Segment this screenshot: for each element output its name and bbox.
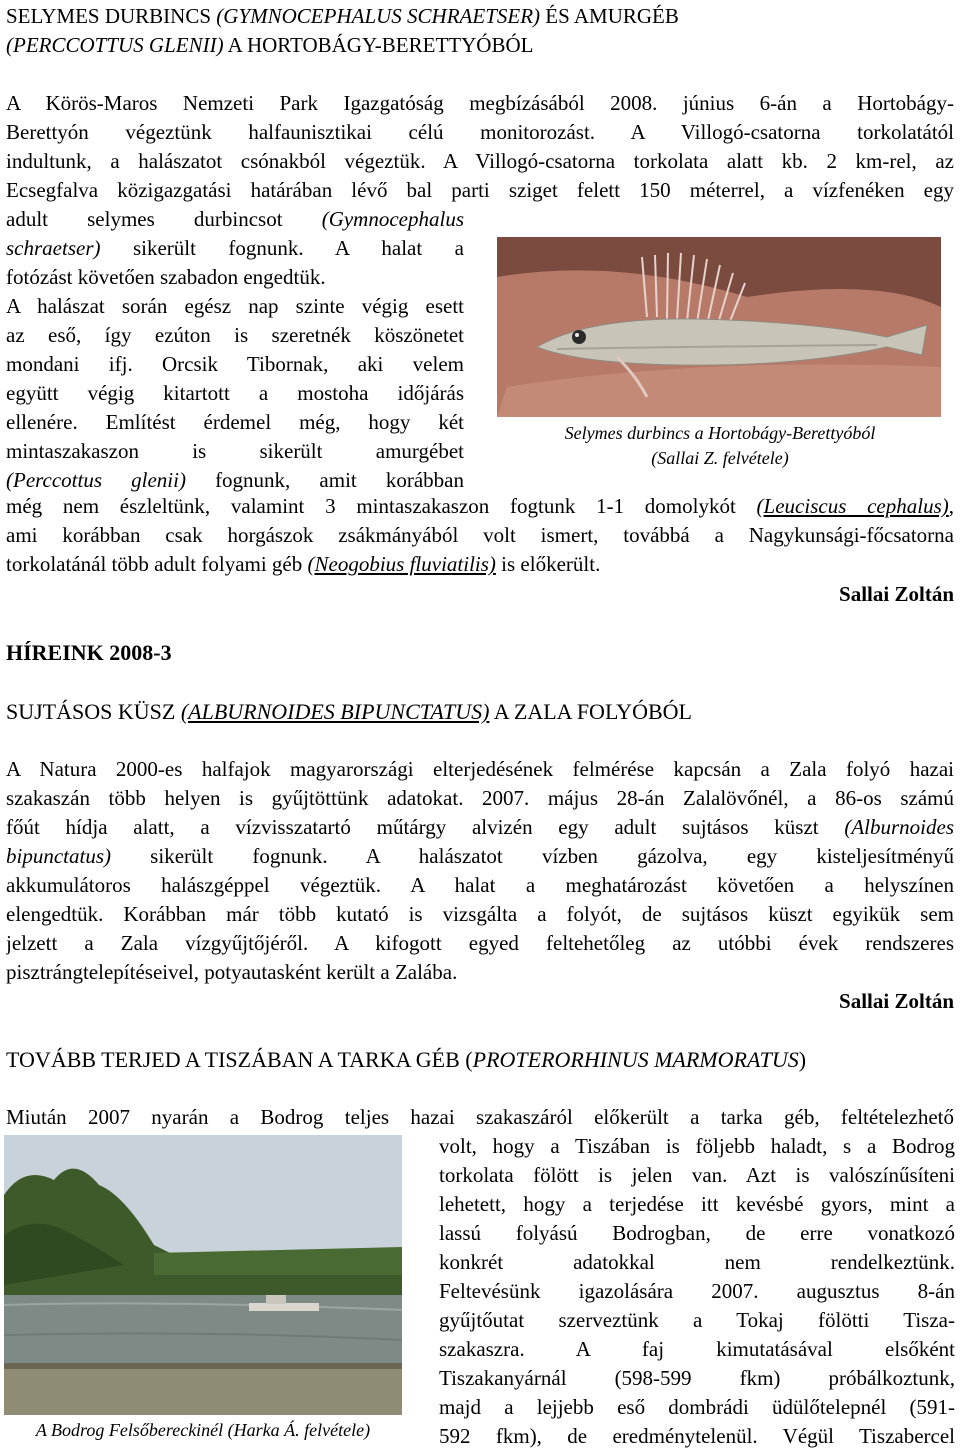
body-line: konkrét adatokkal nem rendelkeztünk. (439, 1250, 955, 1274)
body-line: Berettyón végeztünk halfaunisztikai célú monitorozást. A Villogó-csatorna torkolatától (6, 120, 954, 144)
body-line: lassú folyású Bodrogban, de erre vonatkozó (439, 1221, 955, 1245)
article3-body-top (6, 1103, 954, 1132)
body-line: pisztrángtelepítéseivel, potyautasként került a Zalába. (6, 960, 458, 984)
body-line: mondani ifj. Orcsik Tibornak, aki velem (6, 352, 464, 376)
body-line: A Körös-Maros Nemzeti Park Igazgatóság megbízásából 2008. június 6-án a Hortobágy- (6, 91, 954, 115)
article2-title: SUJTÁSOS KÜSZ (ALBURNOIDES BIPUNCTATUS) A ZALA FOLYÓBÓL (6, 699, 692, 724)
body-line: volt, hogy a Tiszában is följebb haladt, s a Bodrog (439, 1134, 955, 1158)
body-line: főút hídja alatt, a vízvisszatartó műtárgy alvizén egy adult sujtásos küszt (Alburnoides (6, 815, 954, 839)
body-line: A halászat során egész nap szinte végig esett (6, 294, 464, 318)
article1-title: SELYMES DURBINCS (GYMNOCEPHALUS SCHRAETSER) ÉS AMURGÉB (PERCCOTTUS GLENII) A HORTOBÁGY-BERETTYÓBÓL (6, 4, 679, 57)
article1-body-narrow (6, 205, 464, 495)
body-line: szakaszán több helyen is gyűjtöttünk adatokat. 2007. május 28-án Zalalövőnél, a 86-os számú (6, 786, 954, 810)
body-line: Ecsegfalva közigazgatási határában lévő bal parti sziget felett 150 méterrel, a vízfenéken egy (6, 178, 954, 202)
body-line: együtt végig kitartott a mostoha időjárás (6, 381, 464, 405)
article1-signature: Sallai Zoltán (839, 582, 954, 606)
body-line: jelzett a Zala vízgyűjtőjéről. A kifogott egyed feltehetőleg az utóbbi évek rendszeres (6, 931, 954, 955)
river-photo (4, 1135, 402, 1415)
article3-title: TOVÁBB TERJED A TISZÁBAN A TARKA GÉB (PROTERORHINUS MARMORATUS) (6, 1047, 807, 1072)
body-line: torkolata fölött is jelen van. Azt is valószínűsíteni (439, 1163, 955, 1187)
body-line: gyűjtőutat szerveztünk a Tokaj fölötti Tisza- (439, 1308, 955, 1332)
article3-body-narrow (439, 1132, 955, 1451)
body-line: adult selymes durbincsot (Gymnocephalus (6, 207, 464, 231)
body-line: bipunctatus) sikerült fognunk. A halászatot vízben gázolva, egy kisteljesítményű (6, 844, 954, 868)
fish-photo (497, 237, 941, 417)
body-line: Feltevésünk igazolására 2007. augusztus 8-án (439, 1279, 955, 1303)
body-line: (Perccottus glenii) fognunk, amit korábban (6, 468, 464, 492)
body-line: elengedtük. Korábban már több kutató is vizsgálta a folyót, de sujtásos küszt egyikük sem (6, 902, 954, 926)
article1-body-top (6, 89, 954, 205)
body-line: indultunk, a halászatot csónakból végeztük. A Villogó-csatorna torkolata alatt kb. 2 km-rel, az (6, 149, 954, 173)
fish-caption: Selymes durbincs a Hortobágy-Berettyóból (Sallai Z. felvétele) (564, 423, 876, 468)
body-line: szakaszra. A faj kimutatásával elsőként (439, 1337, 955, 1361)
article2-body (6, 755, 954, 987)
section-heading: HÍREINK 2008-3 (6, 640, 172, 665)
body-line: még nem észleltünk, valamint 3 mintaszakaszon fogtunk 1-1 domolykót (Leuciscus cephalus), (6, 494, 954, 518)
body-line: majd a lejjebb eső dombrádi üdülőtelepnél (591- (439, 1395, 955, 1419)
body-line: akkumulátoros halászgéppel végeztük. A halat a meghatározást követően a helyszínen (6, 873, 954, 897)
body-line: lehetett, hogy a terjedése itt kevésbé gyors, mint a (439, 1192, 955, 1216)
body-line: schraetser) sikerült fognunk. A halat a (6, 236, 464, 260)
body-line: Tiszakanyárnál (598-599 fkm) próbálkoztunk, (439, 1366, 955, 1390)
article1-body-bottom (6, 492, 954, 579)
body-line: A Natura 2000-es halfajok magyarországi elterjedésének felmérése kapcsán a Zala folyó hazai (6, 757, 954, 781)
body-line: torkolatánál több adult folyami géb (Neogobius fluviatilis) is előkerült. (6, 552, 601, 576)
river-caption: A Bodrog Felsőbereckinél (Harka Á. felvétele) (35, 1420, 371, 1440)
body-line: Miután 2007 nyarán a Bodrog teljes hazai szakaszáról előkerült a tarka géb, feltételezhető (6, 1105, 954, 1129)
body-line: 592 fkm), de eredménytelenül. Végül Tiszabercel (439, 1424, 955, 1448)
article2-signature: Sallai Zoltán (839, 989, 954, 1013)
body-line: fotózást követően szabadon engedtük. (6, 265, 326, 289)
body-line: ami korábban csak horgászok zsákmányából volt ismert, továbbá a Nagykunsági-főcsatorna (6, 523, 954, 547)
body-line: mintaszakaszon is sikerült amurgébet (6, 439, 464, 463)
body-line: az eső, így ezúton is szeretnék köszönetet (6, 323, 464, 347)
body-line: ellenére. Említést érdemel még, hogy két (6, 410, 464, 434)
